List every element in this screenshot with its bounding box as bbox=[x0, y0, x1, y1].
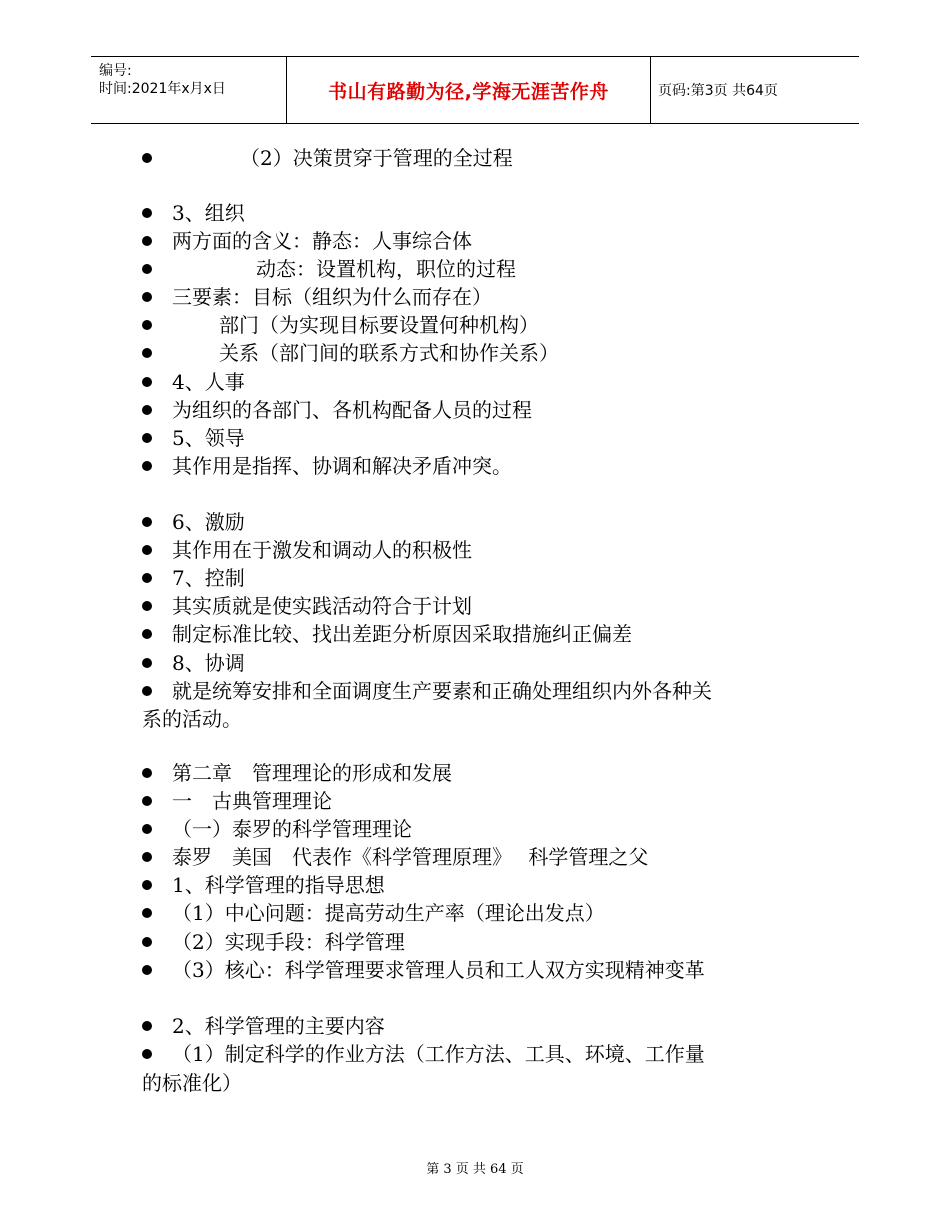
document-number-label: 编号: bbox=[99, 63, 132, 79]
list-item-text: 两方面的含义：静态：人事综合体 bbox=[172, 229, 472, 253]
document-time-label: 时间:2021年x月x日 bbox=[99, 81, 226, 97]
bullet-icon bbox=[142, 1021, 152, 1031]
list-item-text: （2）实现手段：科学管理 bbox=[172, 930, 405, 954]
list-item-text: 制定标准比较、找出差距分析原因采取措施纠正偏差 bbox=[172, 622, 632, 646]
list-item-text: 三要素：目标（组织为什么而存在） bbox=[172, 285, 492, 309]
header-motto: 书山有路勤为径,学海无涯苦作舟 bbox=[328, 80, 609, 103]
list-item-text: 泰罗 美国 代表作《科学管理原理》 科学管理之父 bbox=[172, 845, 649, 869]
bullet-icon bbox=[142, 320, 152, 330]
header-meta bbox=[91, 57, 286, 123]
list-item-text: （2）决策贯穿于管理的全过程 bbox=[240, 146, 513, 170]
list-item-text: 部门（为实现目标要设置何种机构） bbox=[219, 313, 539, 337]
bullet-icon bbox=[142, 433, 152, 443]
list-item-text: 一 古典管理理论 bbox=[172, 789, 332, 813]
page-footer: 第 3 页 共 64 页 bbox=[426, 1162, 524, 1177]
list-item-text: 其作用是指挥、协调和解决矛盾冲突。 bbox=[172, 454, 512, 478]
list-item-text: 其实质就是使实践活动符合于计划 bbox=[172, 594, 472, 618]
page-header bbox=[91, 56, 859, 124]
header-motto-cell bbox=[286, 57, 651, 123]
list-item-text: 2、科学管理的主要内容 bbox=[172, 1014, 385, 1038]
list-item-text: 6、激励 bbox=[172, 510, 245, 534]
bullet-icon bbox=[142, 208, 152, 218]
bullet-icon bbox=[142, 292, 152, 302]
bullet-icon bbox=[142, 852, 152, 862]
list-item-text: 8、协调 bbox=[172, 651, 245, 675]
header-page-cell bbox=[650, 57, 859, 123]
list-item-text: 其作用在于激发和调动人的积极性 bbox=[172, 538, 472, 562]
bullet-icon bbox=[142, 937, 152, 947]
bullet-icon bbox=[142, 965, 152, 975]
bullet-icon bbox=[142, 348, 152, 358]
bullet-icon bbox=[142, 377, 152, 387]
bullet-icon bbox=[142, 573, 152, 583]
bullet-icon bbox=[142, 908, 152, 918]
bullet-icon bbox=[142, 1049, 152, 1059]
list-item-text: 7、控制 bbox=[172, 566, 245, 590]
header-page-info: 页码:第3页 共64页 bbox=[658, 83, 778, 99]
bullet-icon bbox=[142, 545, 152, 555]
list-item-text: 的标准化） bbox=[142, 1071, 242, 1095]
bullet-icon bbox=[142, 824, 152, 834]
bullet-icon bbox=[142, 153, 152, 163]
bullet-icon bbox=[142, 658, 152, 668]
list-item-text: 系的活动。 bbox=[142, 707, 242, 731]
list-item-text: 关系（部门间的联系方式和协作关系） bbox=[219, 341, 559, 365]
list-item-text: 第二章 管理理论的形成和发展 bbox=[172, 761, 452, 785]
list-item-text: 4、人事 bbox=[172, 370, 245, 394]
bullet-icon bbox=[142, 601, 152, 611]
list-item-text: （1）制定科学的作业方法（工作方法、工具、环境、工作量 bbox=[172, 1042, 705, 1066]
list-item-text: 3、组织 bbox=[172, 201, 245, 225]
list-item-text: 5、领导 bbox=[172, 426, 245, 450]
bullet-icon bbox=[142, 768, 152, 778]
list-item-text: （1）中心问题：提高劳动生产率（理论出发点） bbox=[172, 901, 605, 925]
list-item-text: （一）泰罗的科学管理理论 bbox=[172, 817, 412, 841]
list-item-text: 为组织的各部门、各机构配备人员的过程 bbox=[172, 398, 532, 422]
bullet-icon bbox=[142, 796, 152, 806]
bullet-icon bbox=[142, 686, 152, 696]
list-item-text: 1、科学管理的指导思想 bbox=[172, 873, 385, 897]
list-item-text: 动态：设置机构，职位的过程 bbox=[256, 257, 516, 281]
list-item-text: （3）核心：科学管理要求管理人员和工人双方实现精神变革 bbox=[172, 958, 705, 982]
bullet-icon bbox=[142, 405, 152, 415]
bullet-icon bbox=[142, 461, 152, 471]
bullet-icon bbox=[142, 629, 152, 639]
bullet-icon bbox=[142, 236, 152, 246]
list-item-text: 就是统筹安排和全面调度生产要素和正确处理组织内外各种关 bbox=[172, 679, 712, 703]
bullet-icon bbox=[142, 880, 152, 890]
bullet-icon bbox=[142, 517, 152, 527]
bullet-icon bbox=[142, 264, 152, 274]
